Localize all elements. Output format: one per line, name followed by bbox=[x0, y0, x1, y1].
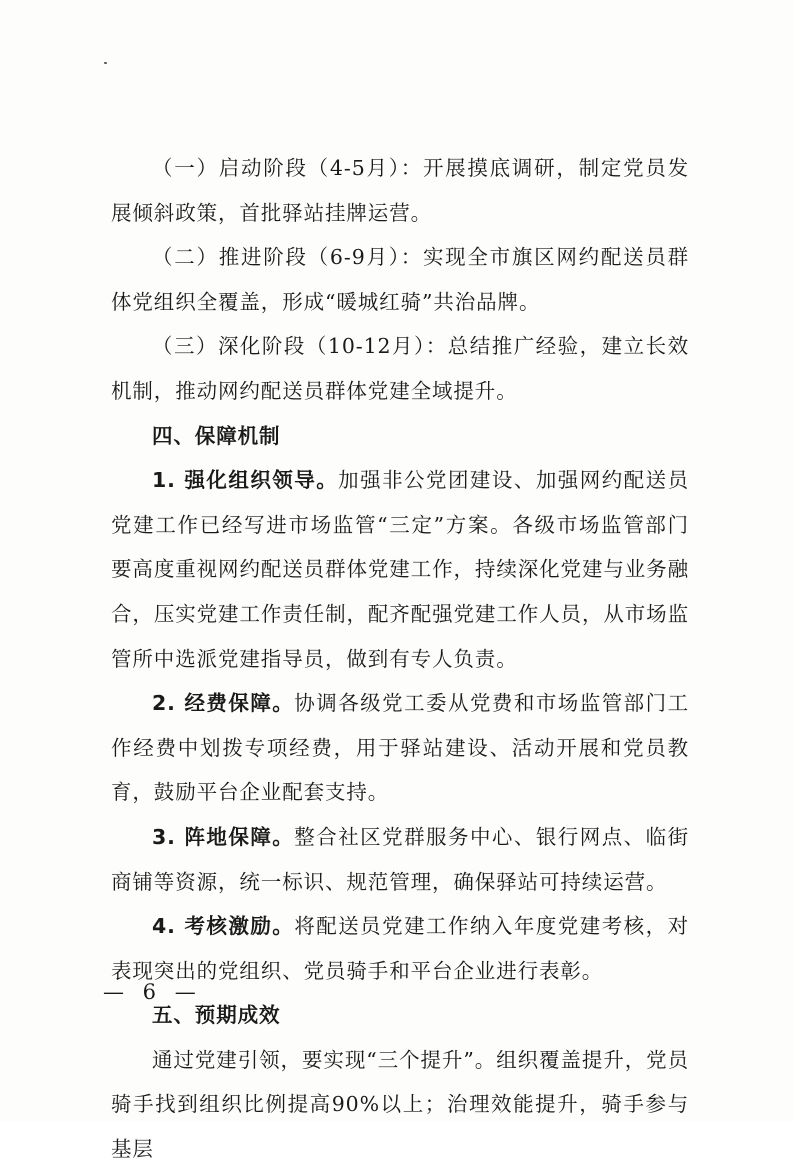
item-text: 将配送员党建工作纳入年度党建考核，对表现突出的党组织、党员骑手和平台企业进行表彰。 bbox=[111, 914, 690, 983]
stage-paragraph-1 bbox=[111, 146, 689, 235]
paragraph-text: （一）启动阶段（4-5月）：开展摸底调研，制定党员发展倾斜政策，首批驿站挂牌运营。 bbox=[111, 156, 689, 225]
section-heading-outcomes: 五、预期成效 bbox=[152, 1003, 281, 1028]
item-lead: 1. 强化组织领导。 bbox=[152, 468, 339, 493]
stage-paragraph-3 bbox=[111, 324, 689, 413]
paragraph-text: 通过党建引领，要实现“三个提升”。组织覆盖提升，党员骑手找到组织比例提高90%以上；治理效能提升，骑手参与基层 bbox=[111, 1047, 689, 1162]
paragraph-text: （三）深化阶段（10-12月）：总结推广经验，建立长效机制，推动网约配送员群体党建全域提升。 bbox=[111, 334, 689, 403]
document-body bbox=[111, 146, 689, 1172]
item-text: 整合社区党群服务中心、银行网点、临街商铺等资源，统一标识、规范管理，确保驿站可持续运营。 bbox=[111, 824, 690, 894]
item-lead: 2. 经费保障。 bbox=[152, 691, 295, 716]
outcomes-paragraph bbox=[111, 1038, 689, 1172]
stage-paragraph-2 bbox=[111, 235, 689, 324]
item-lead: 3. 阵地保障。 bbox=[152, 824, 295, 849]
guarantee-item-1 bbox=[111, 458, 689, 681]
scan-mark bbox=[104, 62, 107, 64]
item-text: 加强非公党团建设、加强网约配送员党建工作已经写进市场监管“三定”方案。各级市场监管部门要高度重视网约配送员群体党建工作，持续深化党建与业务融合，压实党建工作责任制，配齐配强党建工作人员，从市场监管所中选派党建指导员，做到有专人负责。 bbox=[111, 468, 689, 671]
page-number: — 6 — bbox=[103, 980, 202, 1004]
guarantee-item-3 bbox=[111, 815, 689, 904]
section-heading-guarantee: 四、保障机制 bbox=[152, 423, 281, 448]
guarantee-item-2 bbox=[111, 681, 689, 815]
item-text: 协调各级党工委从党费和市场监管部门工作经费中划拨专项经费，用于驿站建设、活动开展和党员教育，鼓励平台企业配套支持。 bbox=[111, 691, 690, 805]
paragraph-text: （二）推进阶段（6-9月）：实现全市旗区网约配送员群体党组织全覆盖，形成“暖城红骑”共治品牌。 bbox=[111, 245, 689, 314]
item-lead: 4. 考核激励。 bbox=[152, 914, 295, 939]
